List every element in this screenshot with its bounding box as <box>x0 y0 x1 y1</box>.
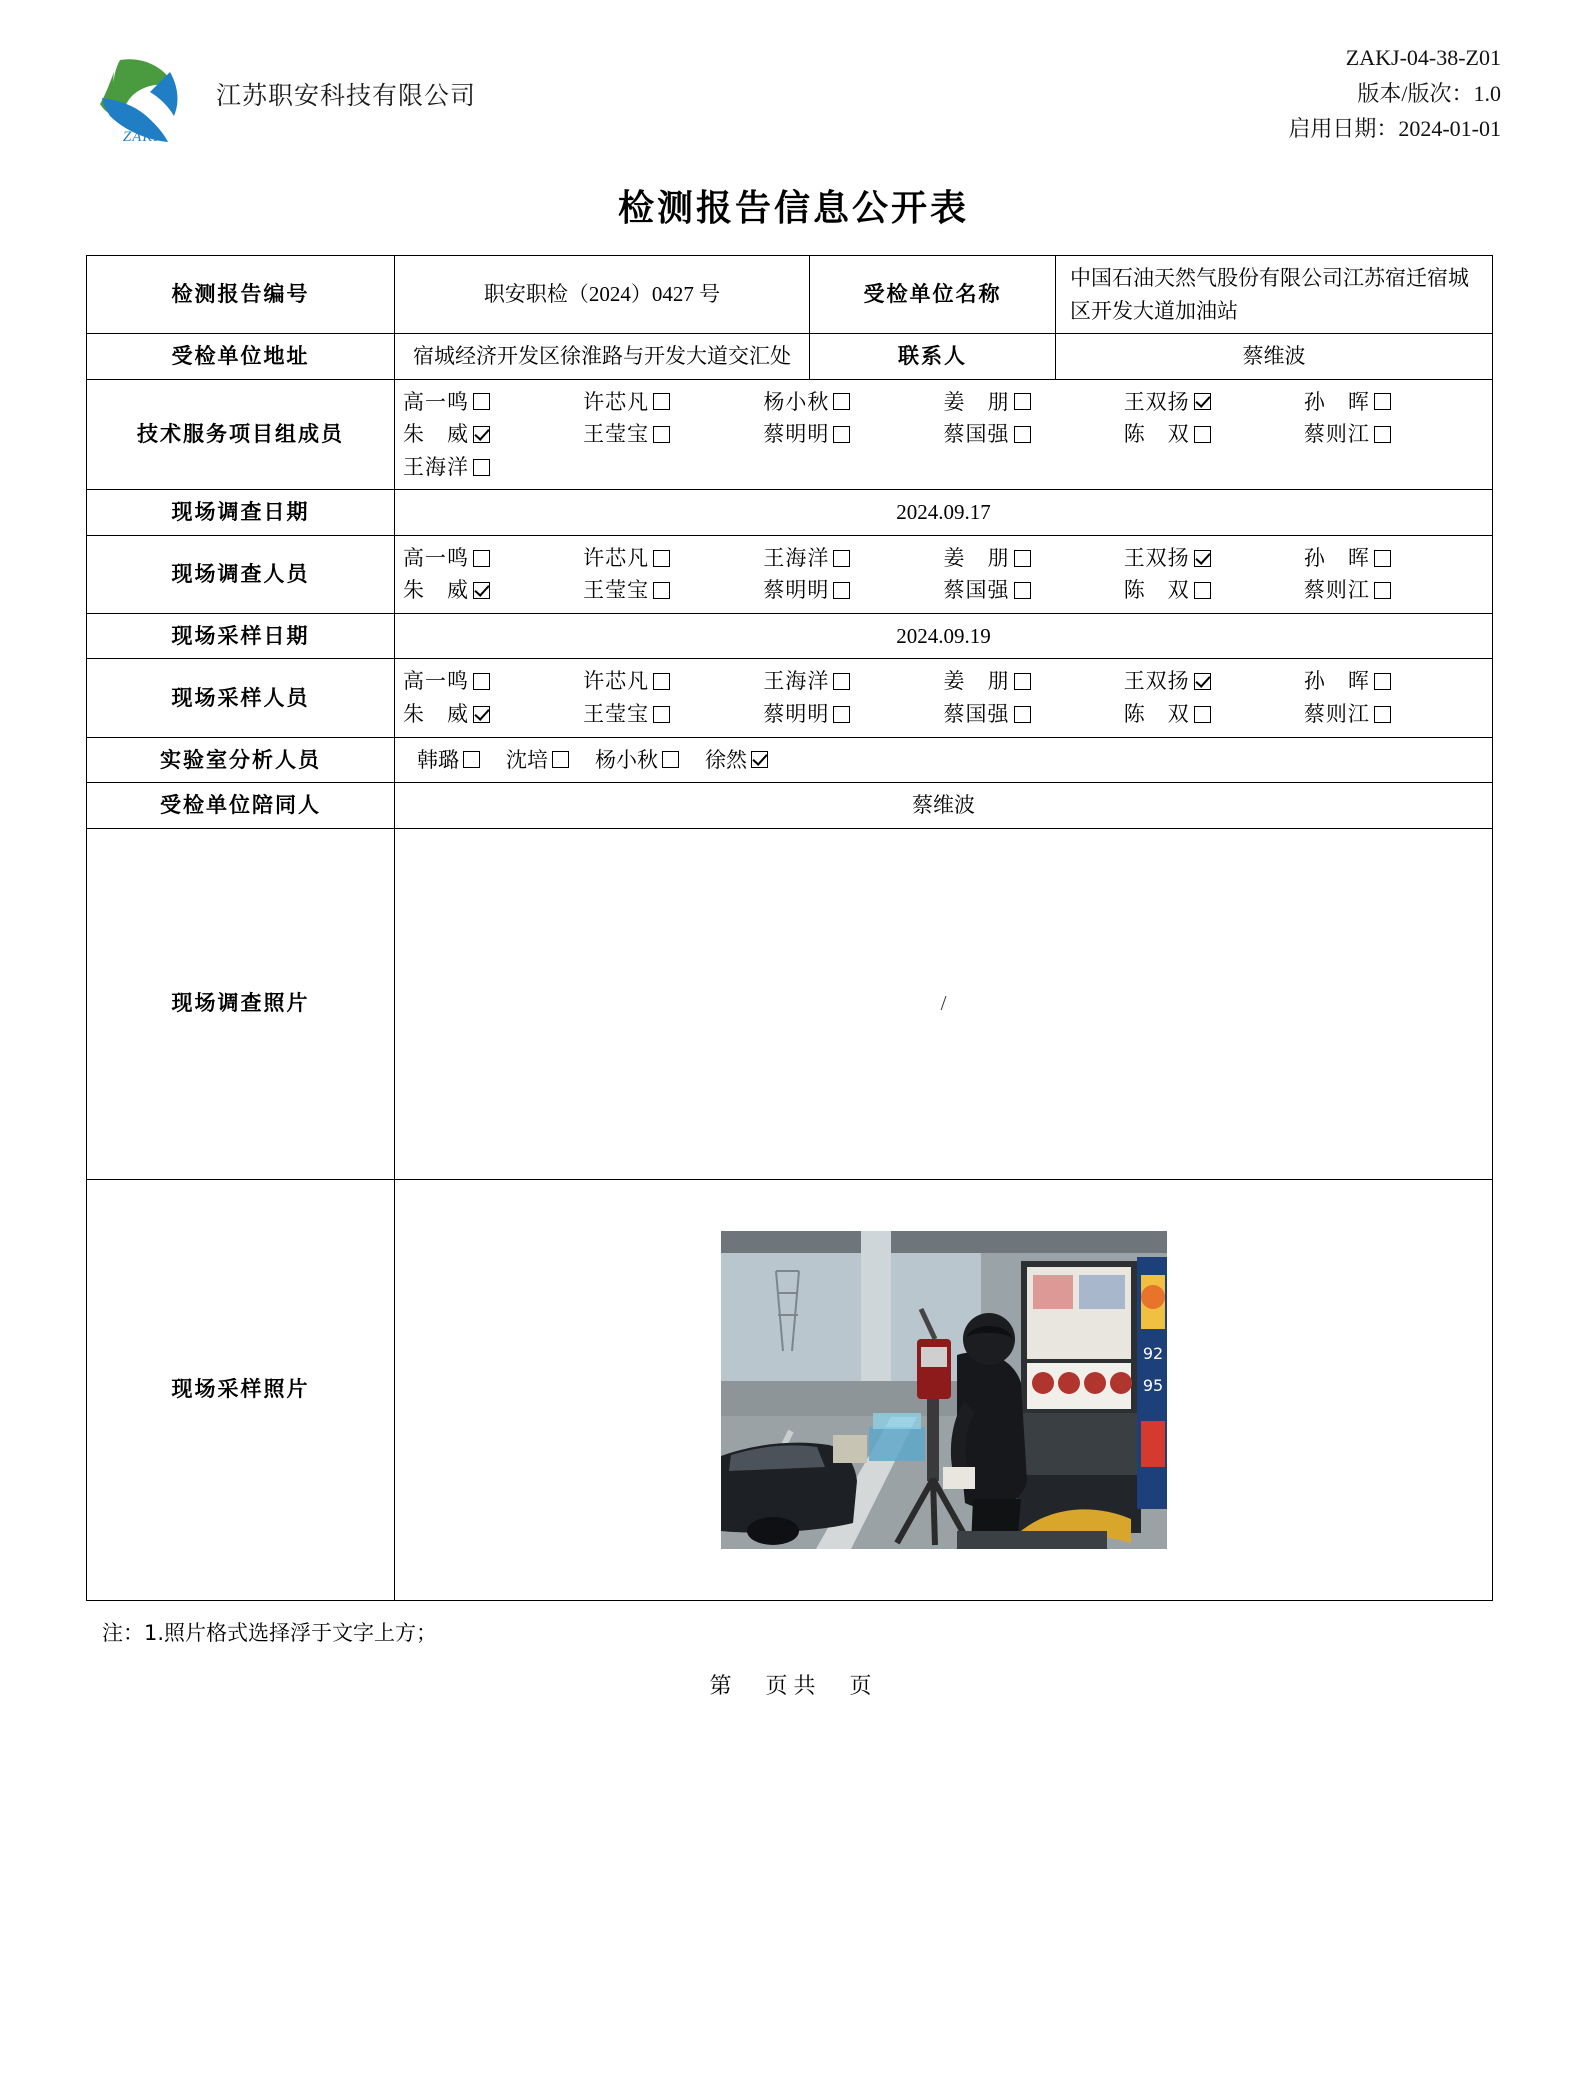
client-label: 受检单位名称 <box>810 256 1056 334</box>
survey-staff-option-label: 蔡则江 <box>1303 578 1370 603</box>
checkbox-icon[interactable] <box>1014 706 1031 723</box>
sampling-staff-option[interactable] <box>944 698 1124 731</box>
checkbox-icon[interactable] <box>1374 673 1391 690</box>
survey-staff-option-label: 姜 朋 <box>943 545 1010 570</box>
checkbox-checked-icon[interactable] <box>1194 550 1211 567</box>
checkbox-checked-icon[interactable] <box>1194 393 1211 410</box>
checkbox-icon[interactable] <box>473 673 490 690</box>
team-member-row <box>403 451 1484 484</box>
table-row <box>87 659 1493 737</box>
checkbox-icon[interactable] <box>833 393 850 410</box>
team-member-option-label: 杨小秋 <box>763 389 830 414</box>
survey-staff-option-label: 蔡明明 <box>763 578 830 603</box>
checkbox-icon[interactable] <box>1014 582 1031 599</box>
checkbox-icon[interactable] <box>1194 426 1211 443</box>
table-row <box>87 379 1493 490</box>
checkbox-icon[interactable] <box>1014 550 1031 567</box>
lab-staff-cell <box>395 737 1493 783</box>
checkbox-icon[interactable] <box>1014 426 1031 443</box>
sampling-staff-option[interactable] <box>1124 665 1304 698</box>
survey-staff-option-label: 孙 晖 <box>1303 545 1370 570</box>
checkbox-icon[interactable] <box>1374 393 1391 410</box>
survey-staff-option[interactable] <box>403 542 583 575</box>
checkbox-icon[interactable] <box>463 751 480 768</box>
checkbox-icon[interactable] <box>653 550 670 567</box>
sampling-date-label: 现场采样日期 <box>87 613 395 659</box>
lab-staff-option-label: 沈培 <box>506 747 548 772</box>
sampling-date-value: 2024.09.19 <box>395 613 1493 659</box>
spacer <box>1124 451 1304 484</box>
address-value: 宿城经济开发区徐淮路与开发大道交汇处 <box>395 334 810 380</box>
survey-staff-option-label: 王莹宝 <box>583 578 650 603</box>
footer-note: 注：1.照片格式选择浮于文字上方； <box>102 1620 438 1645</box>
spacer <box>763 451 943 484</box>
company-logo-icon <box>86 42 198 146</box>
lab-label: 实验室分析人员 <box>87 737 395 783</box>
checkbox-checked-icon[interactable] <box>473 426 490 443</box>
checkbox-icon[interactable] <box>552 751 569 768</box>
survey-staff-label: 现场调查人员 <box>87 535 395 613</box>
table-row <box>87 783 1493 829</box>
survey-date-value: 2024.09.17 <box>395 490 1493 536</box>
team-member-option[interactable] <box>1304 418 1484 451</box>
team-member-option-label: 王海洋 <box>403 454 469 479</box>
team-member-option-label: 蔡国强 <box>943 422 1010 447</box>
sampling-staff-option-label: 蔡则江 <box>1303 702 1370 727</box>
sampling-staff-option[interactable] <box>403 698 583 731</box>
survey-photo-cell <box>395 828 1493 1179</box>
team-member-option[interactable] <box>403 386 583 419</box>
survey-staff-option[interactable] <box>583 574 763 607</box>
report-info-table <box>86 255 1493 1601</box>
survey-staff-option[interactable] <box>1124 542 1304 575</box>
lab-staff-option[interactable] <box>595 744 679 777</box>
team-member-option[interactable] <box>944 418 1124 451</box>
doc-code: ZAKJ-04-38-Z01 <box>1345 45 1501 70</box>
survey-staff-row <box>403 574 1484 607</box>
sampling-staff-option-label: 姜 朋 <box>943 669 1010 694</box>
survey-staff-row <box>403 542 1484 575</box>
survey-staff-option-label: 王双扬 <box>1123 545 1190 570</box>
survey-staff-option-label: 朱 威 <box>403 578 469 603</box>
contact-label: 联系人 <box>810 334 1056 380</box>
survey-staff-option[interactable] <box>763 542 943 575</box>
team-member-option[interactable] <box>403 418 583 451</box>
sampling-photo-wrapper <box>395 1231 1492 1549</box>
lab-staff-option-label: 徐然 <box>705 747 747 772</box>
team-member-option[interactable] <box>1124 418 1304 451</box>
sampling-staff-row <box>403 698 1484 731</box>
survey-staff-option[interactable] <box>403 574 583 607</box>
sampling-staff-option[interactable] <box>763 698 943 731</box>
address-label: 受检单位地址 <box>87 334 395 380</box>
sampling-staff-cell <box>395 659 1493 737</box>
survey-staff-option-label: 蔡国强 <box>943 578 1010 603</box>
sampling-staff-option[interactable] <box>944 665 1124 698</box>
sampling-staff-option-label: 蔡明明 <box>763 702 830 727</box>
team-member-option-label: 孙 晖 <box>1303 389 1370 414</box>
checkbox-icon[interactable] <box>1194 706 1211 723</box>
survey-staff-checkbox-group[interactable] <box>403 542 1484 607</box>
accompany-label: 受检单位陪同人 <box>87 783 395 829</box>
checkbox-icon[interactable] <box>1014 673 1031 690</box>
sampling-photo-label: 现场采样照片 <box>87 1179 395 1600</box>
lab-staff-option[interactable] <box>506 744 569 777</box>
table-row <box>87 737 1493 783</box>
header-brand <box>86 34 476 146</box>
checkbox-checked-icon[interactable] <box>751 751 768 768</box>
team-member-option[interactable] <box>944 386 1124 419</box>
checkbox-icon[interactable] <box>833 582 850 599</box>
checkbox-icon[interactable] <box>1374 426 1391 443</box>
checkbox-icon[interactable] <box>1374 582 1391 599</box>
doc-version: 版本/版次：1.0 <box>1357 80 1501 106</box>
sampling-photo-cell <box>395 1179 1493 1600</box>
survey-staff-option[interactable] <box>1304 542 1484 575</box>
table-row <box>87 490 1493 536</box>
svg-text:95: 95 <box>1142 1375 1163 1395</box>
lab-staff-option-label: 韩璐 <box>417 747 459 772</box>
team-member-option-label: 蔡则江 <box>1303 422 1370 447</box>
lab-staff-checkbox-group[interactable] <box>403 744 1484 777</box>
accompany-value: 蔡维波 <box>395 783 1493 829</box>
sampling-staff-option-label: 蔡国强 <box>943 702 1010 727</box>
checkbox-icon[interactable] <box>653 673 670 690</box>
document-header <box>86 34 1501 154</box>
checkbox-icon[interactable] <box>653 426 670 443</box>
sampling-staff-option[interactable] <box>1304 698 1484 731</box>
team-member-option-label: 王双扬 <box>1123 389 1190 414</box>
checkbox-icon[interactable] <box>1374 550 1391 567</box>
header-meta <box>1288 34 1501 147</box>
survey-staff-option-label: 高一鸣 <box>403 545 469 570</box>
checkbox-icon[interactable] <box>833 706 850 723</box>
spacer <box>583 451 763 484</box>
sampling-staff-option[interactable] <box>403 665 583 698</box>
team-members-checkbox-group[interactable] <box>403 386 1484 484</box>
sampling-staff-option-label: 陈 双 <box>1123 702 1190 727</box>
company-name: 江苏职安科技有限公司 <box>216 81 477 110</box>
checkbox-icon[interactable] <box>653 393 670 410</box>
checkbox-icon[interactable] <box>833 550 850 567</box>
team-members-cell <box>395 379 1493 490</box>
sampling-staff-option-label: 孙 晖 <box>1303 669 1370 694</box>
sampling-staff-option-label: 王莹宝 <box>583 702 650 727</box>
survey-staff-option[interactable] <box>763 574 943 607</box>
survey-staff-option[interactable] <box>944 542 1124 575</box>
table-row <box>87 535 1493 613</box>
checkbox-icon[interactable] <box>1194 582 1211 599</box>
table-row <box>87 1179 1493 1600</box>
team-member-option[interactable] <box>1124 386 1304 419</box>
checkbox-checked-icon[interactable] <box>1194 673 1211 690</box>
team-member-option[interactable] <box>1304 386 1484 419</box>
team-label: 技术服务项目组成员 <box>87 379 395 490</box>
survey-staff-cell <box>395 535 1493 613</box>
sampling-staff-label: 现场采样人员 <box>87 659 395 737</box>
checkbox-icon[interactable] <box>833 673 850 690</box>
survey-date-label: 现场调查日期 <box>87 490 395 536</box>
checkbox-icon[interactable] <box>473 550 490 567</box>
team-member-option-label: 陈 双 <box>1123 422 1190 447</box>
checkbox-icon[interactable] <box>653 582 670 599</box>
checkbox-icon[interactable] <box>1374 706 1391 723</box>
table-row <box>87 334 1493 380</box>
team-member-row <box>403 386 1484 419</box>
team-member-option[interactable] <box>763 386 943 419</box>
client-value: 中国石油天然气股份有限公司江苏宿迁宿城区开发大道加油站 <box>1056 256 1493 334</box>
doc-effective-date: 启用日期：2024-01-01 <box>1288 116 1501 142</box>
sampling-staff-option[interactable] <box>1124 698 1304 731</box>
team-member-option-label: 蔡明明 <box>763 422 830 447</box>
sampling-staff-option-label: 朱 威 <box>403 702 469 727</box>
checkbox-icon[interactable] <box>1014 393 1031 410</box>
team-member-option-label: 王莹宝 <box>583 422 650 447</box>
checkbox-checked-icon[interactable] <box>473 582 490 599</box>
survey-photo-label: 现场调查照片 <box>87 828 395 1179</box>
sampling-staff-option[interactable] <box>763 665 943 698</box>
team-member-option[interactable] <box>583 418 763 451</box>
team-member-option[interactable] <box>403 451 583 484</box>
checkbox-icon[interactable] <box>662 751 679 768</box>
team-member-option[interactable] <box>763 418 943 451</box>
survey-staff-option[interactable] <box>583 542 763 575</box>
lab-staff-option[interactable] <box>705 744 768 777</box>
team-member-row <box>403 418 1484 451</box>
page-title: 检测报告信息公开表 <box>617 188 969 229</box>
checkbox-icon[interactable] <box>473 459 490 476</box>
sampling-staff-option-label: 高一鸣 <box>403 669 469 694</box>
page-number: 第 页共 页 <box>709 1673 878 1699</box>
team-member-option-label: 许芯凡 <box>583 389 650 414</box>
svg-text:ZAKJ: ZAKJ <box>122 129 162 145</box>
team-member-option-label: 姜 朋 <box>943 389 1010 414</box>
checkbox-checked-icon[interactable] <box>473 706 490 723</box>
sampling-staff-checkbox-group[interactable] <box>403 665 1484 730</box>
sampling-staff-row <box>403 665 1484 698</box>
sampling-staff-option[interactable] <box>583 698 763 731</box>
spacer <box>1304 451 1484 484</box>
survey-staff-option-label: 陈 双 <box>1123 578 1190 603</box>
team-member-option[interactable] <box>583 386 763 419</box>
table-row <box>87 613 1493 659</box>
survey-staff-option[interactable] <box>944 574 1124 607</box>
sampling-staff-option-label: 许芯凡 <box>583 669 650 694</box>
sampling-staff-option-label: 王双扬 <box>1123 669 1190 694</box>
team-member-option-label: 朱 威 <box>403 422 469 447</box>
team-member-option-label: 高一鸣 <box>403 389 469 414</box>
survey-photo-placeholder: / <box>940 991 947 1016</box>
survey-staff-option[interactable] <box>1124 574 1304 607</box>
table-row <box>87 256 1493 334</box>
svg-text:92: 92 <box>1142 1343 1163 1363</box>
spacer <box>944 451 1124 484</box>
lab-staff-option-label: 杨小秋 <box>595 747 658 772</box>
sampling-staff-option-label: 王海洋 <box>763 669 830 694</box>
lab-staff-option[interactable] <box>417 744 480 777</box>
table-row <box>87 828 1493 1179</box>
contact-value: 蔡维波 <box>1056 334 1493 380</box>
report-no-label: 检测报告编号 <box>87 256 395 334</box>
survey-staff-option[interactable] <box>1304 574 1484 607</box>
report-no-value: 职安职检（2024）0427 号 <box>395 256 810 334</box>
sampling-staff-option[interactable] <box>583 665 763 698</box>
checkbox-icon[interactable] <box>833 426 850 443</box>
sampling-photo-image <box>721 1231 1167 1549</box>
sampling-staff-option[interactable] <box>1304 665 1484 698</box>
survey-staff-option-label: 王海洋 <box>763 545 830 570</box>
survey-staff-option-label: 许芯凡 <box>583 545 650 570</box>
checkbox-icon[interactable] <box>473 393 490 410</box>
checkbox-icon[interactable] <box>653 706 670 723</box>
